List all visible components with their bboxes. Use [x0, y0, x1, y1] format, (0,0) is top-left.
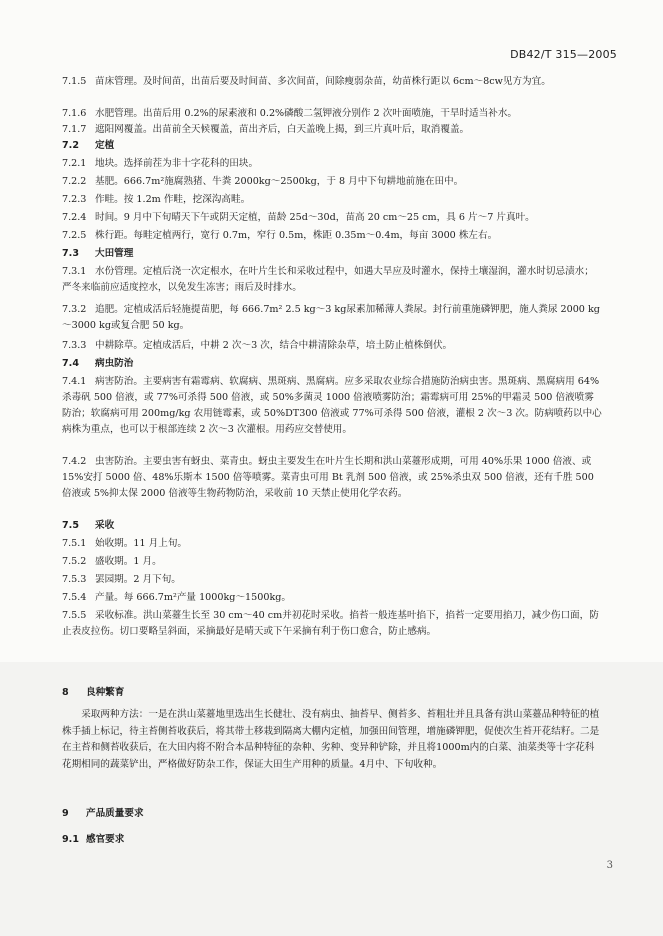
line-7-1-5: 7.1.5 苗床管理。及时间苗，出苗后要及时间苗、多次间苗，间除瘦弱杂苗，幼苗株行距以 6cm～8cw见方为宜。 [62, 76, 551, 87]
line-7-5-1: 7.5.1 始收期。11 月上旬。 [62, 538, 188, 549]
heading-9-1: 9.1 感官要求 [62, 834, 125, 845]
section-8 [62, 685, 602, 773]
line-7-5-2: 7.5.2 盛收期。1 月。 [62, 556, 162, 567]
document-code: DB42/T 315—2005 [510, 48, 617, 61]
heading-7-5: 7.5 采收 [62, 520, 115, 531]
heading-9: 9 产品质量要求 [62, 808, 144, 819]
heading-7-4: 7.4 病虫防治 [62, 358, 134, 369]
line-7-3-2: 7.3.2 追肥。定植成活后轻施提苗肥，每 666.7m² 2.5 kg～3 kg尿素加稀薄人粪尿。封行前重施磷钾肥，施人粪尿 2000 kg～3000 kg或复合肥 50 kg。 [62, 304, 600, 331]
line-7-3-3: 7.3.3 中耕除草。定植成活后，中耕 2 次～3 次，结合中耕清除杂草，培土防止植株倒伏。 [62, 340, 453, 351]
heading-7-2: 7.2 定植 [62, 140, 115, 151]
line-7-2-3: 7.2.3 作畦。按 1.2m 作畦，挖深沟高畦。 [62, 194, 251, 205]
line-7-3-1: 7.3.1 水份管理。定植后浇一次定根水，在叶片生长和采收过程中，如遇大旱应及时灌水，保持土壤湿润，灌水时切忌渍水；严冬来临前应适度控水，以免发生冻害；雨后及时排水。 [62, 266, 594, 293]
heading-8: 8 良种繁育 [62, 687, 125, 698]
line-7-4-1: 7.4.1 病害防治。主要病害有霜霉病、软腐病、黑斑病、黑腐病。应多采取农业综合措施防治病虫害。黑斑病、黑腐病用 64%杀毒矾 500 倍液，或 77%可杀得 500 倍液，或 50%多菌灵 1000 倍液喷雾防治；霜霉病可用 25%的甲霜灵 500 倍液喷雾防治；软腐病可用 200mg/kg 农用链霉素，或 50%DT300 倍液或 77%可杀得 500 倍液，灌根 2 次～3 次。防病喷药以中心病株为重点，也可以于根部连续 2 次～3 次灌根。用药应交替使用。 [62, 376, 602, 435]
line-7-2-4: 7.2.4 时间。9 月中下旬晴天下午或阴天定植，苗龄 25d～30d，苗高 20 cm～25 cm，具 6 片～7 片真叶。 [62, 212, 535, 223]
line-7-1-6: 7.1.6 水肥管理。出苗后用 0.2%的尿素液和 0.2%磷酸二氢钾液分别作 2 次叶面喷施，干旱时适当补水。 [62, 108, 518, 119]
heading-7-3: 7.3 大田管理 [62, 248, 134, 259]
line-7-5-3: 7.5.3 罢园期。2 月下旬。 [62, 574, 181, 585]
section-7-content [62, 74, 602, 660]
section-8-body: 采取两种方法：一是在洪山菜薹地里选出生长健壮、没有病虫、抽苔早、侧苔多、苔粗壮并且具备有洪山菜薹品种特征的植株手插上标记，待主苔侧苔收获后，将其带土移栽到隔离大棚内定植，加强田间管理，增施磷钾肥，促使次生苔开花结籽。二是在主苔和侧苔收获后，在大田内将不附合本品种特征的杂种、劣种、变异种铲除，并且将1000m内的白菜、油菜类等十字花科花期相同的蔬菜铲出，严格做好防杂工作，保证大田生产用种的质量。4月中、下旬收种。 [62, 709, 600, 770]
line-7-2-2: 7.2.2 基肥。666.7m²施腐熟猪、牛粪 2000kg～2500kg，于 8 月中下旬耕地前施在田中。 [62, 176, 464, 187]
page-number: 3 [606, 860, 613, 871]
line-7-5-5: 7.5.5 采收标准。洪山菜薹生长至 30 cm～40 cm并初花时采收。掐苔一般连基叶掐下，掐苔一定要用掐刀，减少伤口面，防止表皮拉伤。切口要略呈斜面，采摘最好是晴天或下午采摘有利于伤口愈合，防止感病。 [62, 610, 599, 637]
line-7-4-2: 7.4.2 虫害防治。主要虫害有蚜虫、菜青虫。蚜虫主要发生在叶片生长期和洪山菜薹形成期，可用 40%乐果 1000 倍液、或 15%安打 5000 倍、48%乐斯本 1500 倍等喷雾。菜青虫可用 Bt 乳剂 500 倍液，或 25%杀虫双 500 倍液，还有千胜 500 倍液或 5%抑太保 2000 倍液等生物药物防治，采收前 10 天禁止使用化学农药。 [62, 456, 594, 499]
line-7-1-7: 7.1.7 遮阳网覆盖。出苗前全天候覆盖，苗出齐后，白天盖晚上揭，到三片真叶后，取消覆盖。 [62, 124, 470, 135]
line-7-2-5: 7.2.5 株行距。每畦定植两行，宽行 0.7m，窄行 0.5m，株距 0.35m～0.4m，每亩 3000 株左右。 [62, 230, 498, 241]
line-7-2-1: 7.2.1 地块。选择前茬为非十字花科的田块。 [62, 158, 259, 169]
section-9 [62, 806, 602, 848]
line-7-5-4: 7.5.4 产量。每 666.7m²产量 1000kg～1500kg。 [62, 592, 291, 603]
